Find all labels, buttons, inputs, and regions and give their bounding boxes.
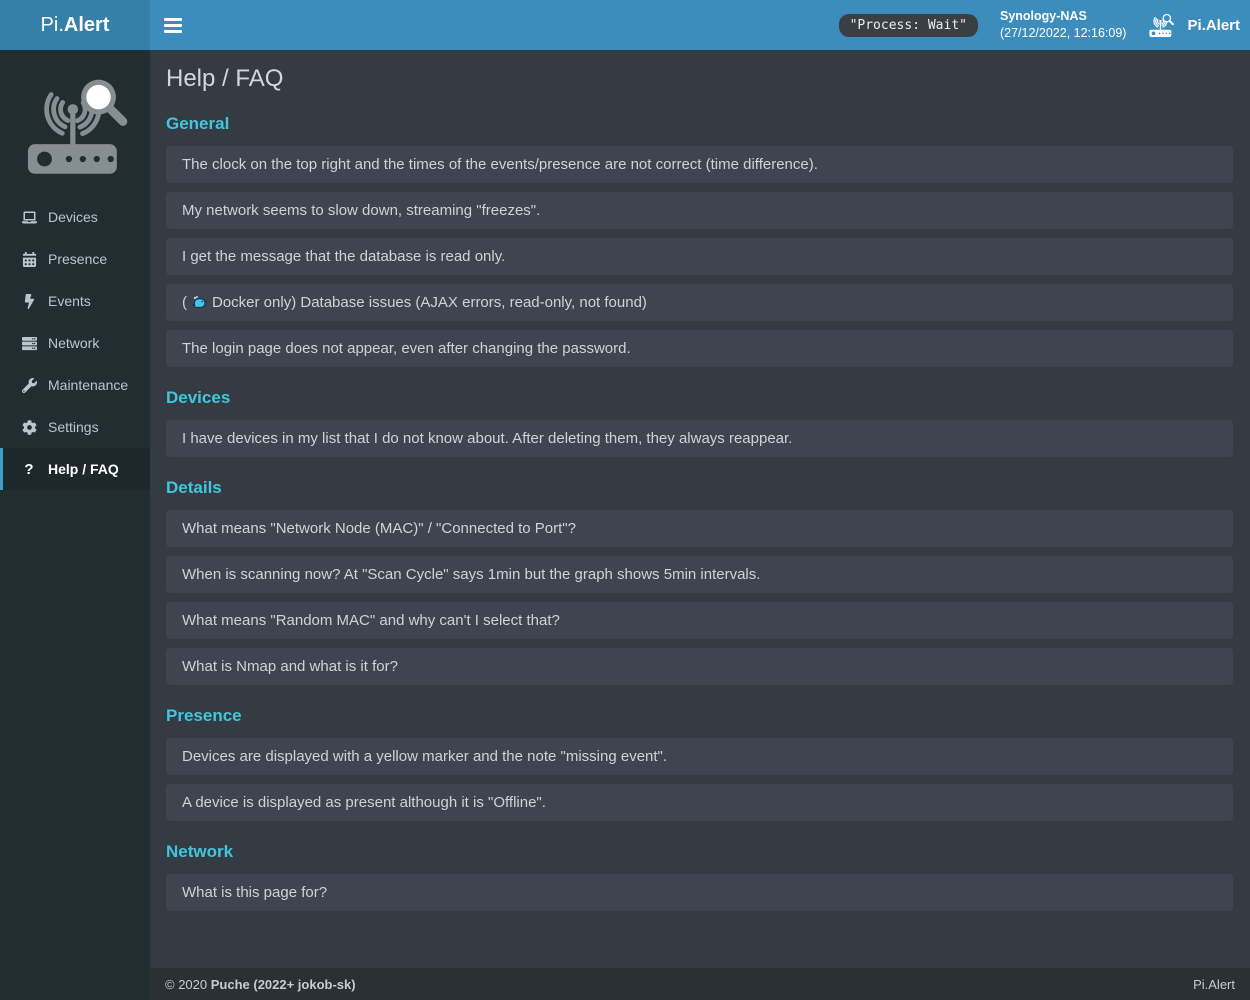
sidebar-item-label: Events [48, 293, 91, 309]
sidebar-logo [0, 50, 150, 196]
sidebar-item-label: Help / FAQ [48, 461, 119, 477]
faq-question: A device is displayed as present although it is "Offline". [182, 794, 546, 811]
sidebar-item-settings[interactable] [0, 406, 150, 448]
docker-whale-icon [191, 295, 208, 310]
sidebar [0, 50, 150, 1000]
faq-question: What is Nmap and what is it for? [182, 658, 398, 675]
sidebar-item-devices[interactable] [0, 196, 150, 238]
process-status-badge: "Process: Wait" [839, 14, 978, 37]
faq-question: The clock on the top right and the times of the events/presence are not correct (time difference). [182, 156, 818, 173]
faq-question: Docker only) Database issues (AJAX errors, read-only, not found) [212, 294, 647, 311]
faq-item[interactable] [166, 420, 1233, 457]
calendar-icon [21, 251, 37, 267]
faq-item[interactable] [166, 510, 1233, 547]
brand-prefix: Pi. [40, 13, 64, 36]
section-title-presence: Presence [166, 706, 242, 725]
router-scan-icon [1144, 10, 1178, 40]
footer-brand: Pi.Alert [1193, 976, 1235, 992]
faq-question: The login page does not appear, even after changing the password. [182, 340, 631, 357]
sidebar-item-maintenance[interactable] [0, 364, 150, 406]
content-area [150, 50, 1250, 968]
faq-item[interactable] [166, 602, 1233, 639]
bolt-icon [21, 293, 37, 309]
faq-question: What is this page for? [182, 884, 328, 901]
section-title-devices: Devices [166, 388, 231, 407]
sidebar-item-network[interactable] [0, 322, 150, 364]
brand-bold: Alert [63, 13, 110, 36]
host-info [1000, 8, 1127, 42]
faq-question: What means "Network Node (MAC)" / "Connected to Port"? [182, 520, 576, 537]
host-name: Synology-NAS [999, 9, 1087, 24]
footer-copyright-authors: Puche (2022+ jokob-sk) [210, 976, 356, 992]
faq-item[interactable] [166, 146, 1233, 183]
faq-item[interactable] [166, 284, 1233, 321]
faq-question: Devices are displayed with a yellow marker and the note "missing event". [182, 748, 668, 765]
faq-item[interactable] [166, 330, 1233, 367]
sidebar-item-events[interactable] [0, 280, 150, 322]
faq-question: I have devices in my list that I do not know about. After deleting them, they always reappear. [182, 430, 793, 447]
faq-question: I get the message that the database is read only. [182, 248, 506, 265]
section-title-details: Details [166, 478, 222, 497]
faq-question: What means "Random MAC" and why can't I select that? [182, 612, 560, 629]
sidebar-item-label: Presence [48, 251, 108, 267]
sidebar-menu [0, 196, 150, 490]
faq-item[interactable] [166, 874, 1233, 911]
navbar [150, 0, 1250, 50]
sidebar-item-presence[interactable] [0, 238, 150, 280]
faq-item[interactable] [166, 238, 1233, 275]
brand-logo[interactable] [0, 0, 150, 50]
sidebar-item-label: Maintenance [48, 377, 129, 393]
app-badge [1144, 10, 1240, 40]
faq-item[interactable] [166, 738, 1233, 775]
faq-question-prefix: ( [182, 294, 187, 311]
footer-copyright-prefix: © 2020 [165, 976, 211, 992]
router-scan-logo [14, 64, 136, 186]
top-navbar [0, 0, 1250, 50]
faq-item[interactable] [166, 648, 1233, 685]
section-title-general: General [166, 114, 230, 133]
laptop-icon [21, 209, 37, 225]
app-name: Pi.Alert [1187, 16, 1240, 34]
server-icon [21, 335, 37, 351]
page-title: Help / FAQ [166, 65, 284, 92]
footer-copyright [165, 977, 356, 992]
host-datetime: (27/12/2022, 12:16:09) [999, 26, 1127, 40]
faq-item[interactable] [166, 784, 1233, 821]
gear-icon [21, 419, 37, 435]
hamburger-icon[interactable] [150, 0, 196, 50]
sidebar-item-label: Network [48, 335, 100, 351]
faq-question: My network seems to slow down, streaming "freezes". [182, 202, 541, 219]
section-title-network: Network [166, 842, 234, 861]
sidebar-item-label: Settings [48, 419, 99, 435]
faq-item[interactable] [166, 192, 1233, 229]
faq-question: When is scanning now? At "Scan Cycle" says 1min but the graph shows 5min intervals. [182, 566, 761, 583]
sidebar-item-help-faq[interactable] [0, 448, 150, 490]
faq-item[interactable] [166, 556, 1233, 593]
question-icon: ? [24, 460, 34, 478]
sidebar-item-label: Devices [48, 209, 98, 225]
wrench-icon [21, 377, 37, 393]
footer [150, 968, 1250, 1000]
